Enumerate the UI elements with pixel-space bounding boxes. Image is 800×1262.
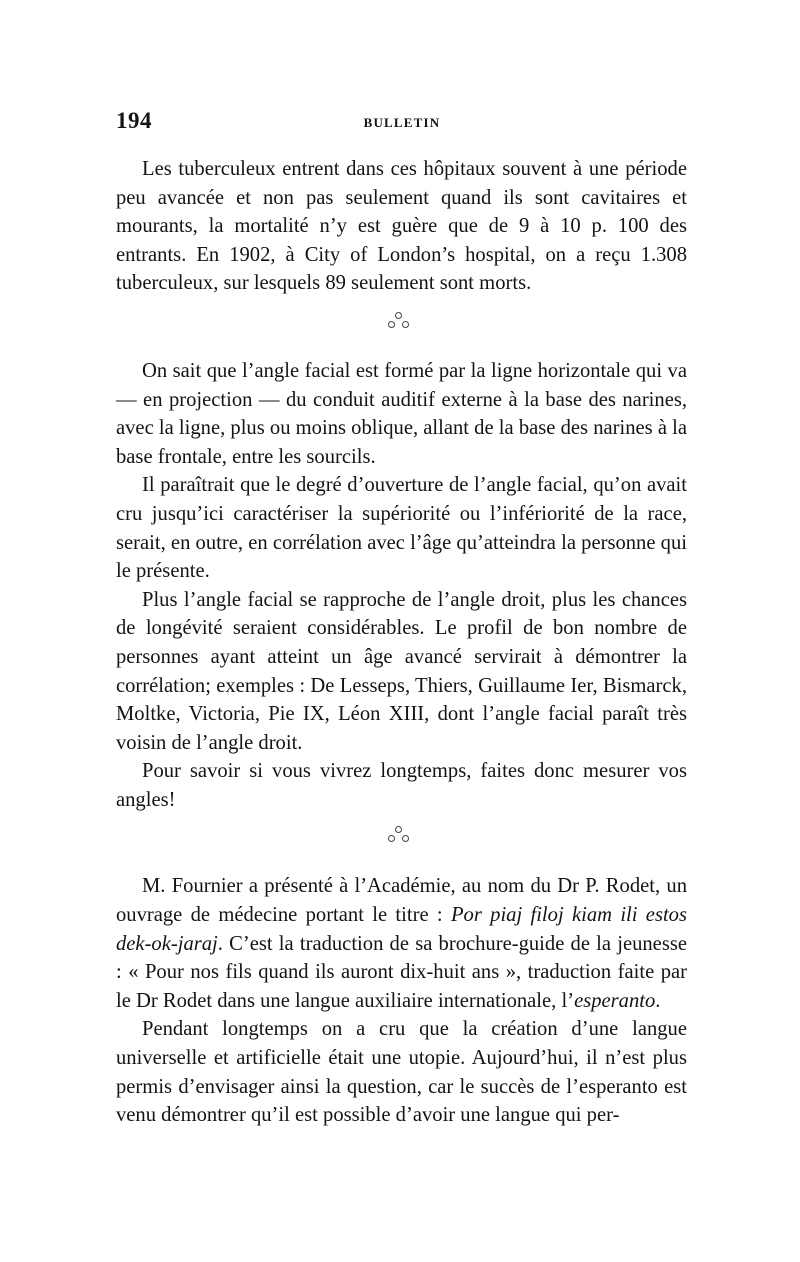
asterism-dot <box>388 321 395 328</box>
paragraph-longevity: Plus l’angle facial se rapproche de l’angle droit, plus les chances de longévité seraient considérables. Le profil de bon nombre de personnes ayant atteint un âge avancé servirait à démontrer la corrélation; exemples : De Lesseps, Thiers, Guillaume Ier, Bismarck, Moltke, Victoria, Pie IX, Léon XIII, dont l’angle facial paraît très voisin de l’angle droit. <box>116 588 687 754</box>
asterism-dot <box>388 835 395 842</box>
paragraph-fournier <box>116 872 687 1015</box>
asterism-dot <box>402 321 409 328</box>
page-number: 194 <box>116 108 152 133</box>
asterism-dot <box>395 312 402 319</box>
section-separator-asterism <box>116 298 687 357</box>
asterism-dot <box>395 826 402 833</box>
paragraph-fournier-text-c: . <box>655 989 661 1012</box>
paragraph-measure: Pour savoir si vous vivrez longtemps, faites donc mesurer vos angles! <box>116 760 687 811</box>
paragraph-race: Il paraîtrait que le degré d’ouverture de l’angle facial, qu’on avait cru jusqu’ici caractériser la supériorité ou l’infériorité de la race, serait, en outre, en corrélation avec l’âge qu’atteindra la personne qui le présente. <box>116 474 687 583</box>
paragraph-fournier-text-b: . C’est la traduction de sa brochure-guide de la jeunesse : « Pour nos fils quand ils auront dix-huit ans », traduction faite par le Dr Rodet dans une langue auxiliaire internationale, l’ <box>116 932 687 1012</box>
paragraph-universal-language: Pendant longtemps on a cru que la création d’une langue universelle et artificielle était une utopie. Aujourd’hui, il n’est plus permis d’envisager ainsi la question, car le succès de l’esperanto est venu démontrer qu’il est possible d’avoir une langue qui per- <box>116 1018 687 1127</box>
esperanto-term: esperanto <box>574 989 656 1012</box>
paragraph-facial-angle: On sait que l’angle facial est formé par la ligne horizontale qui va — en projection — du conduit auditif externe à la base des narines, avec la ligne, plus ou moins oblique, allant de la base des narines à la base frontale, entre les sourcils. <box>116 359 687 468</box>
running-title: BULLETIN <box>363 115 441 130</box>
page-body <box>116 155 687 1130</box>
paragraph-fournier-text-a: M. Fournier a présenté à l’Académie, au nom du Dr P. Rodet, un ouvrage de médecine portant le titre : <box>116 875 687 927</box>
asterism-dot <box>402 835 409 842</box>
page-header <box>116 108 688 138</box>
paragraph-tuberculosis: Les tuberculeux entrent dans ces hôpitaux souvent à une période peu avancée et non pas seulement quand ils sont cavitaires et mourants, la mortalité n’y est guère que de 9 à 10 p. 100 des entrants. En 1902, à City of London’s hospital, on a reçu 1.308 tuberculeux, sur lesquels 89 seulement sont morts. <box>116 158 687 295</box>
book-title: Por piaj filoj kiam ili estos dek-ok-jaraj <box>116 904 687 955</box>
section-separator-asterism <box>116 814 687 872</box>
